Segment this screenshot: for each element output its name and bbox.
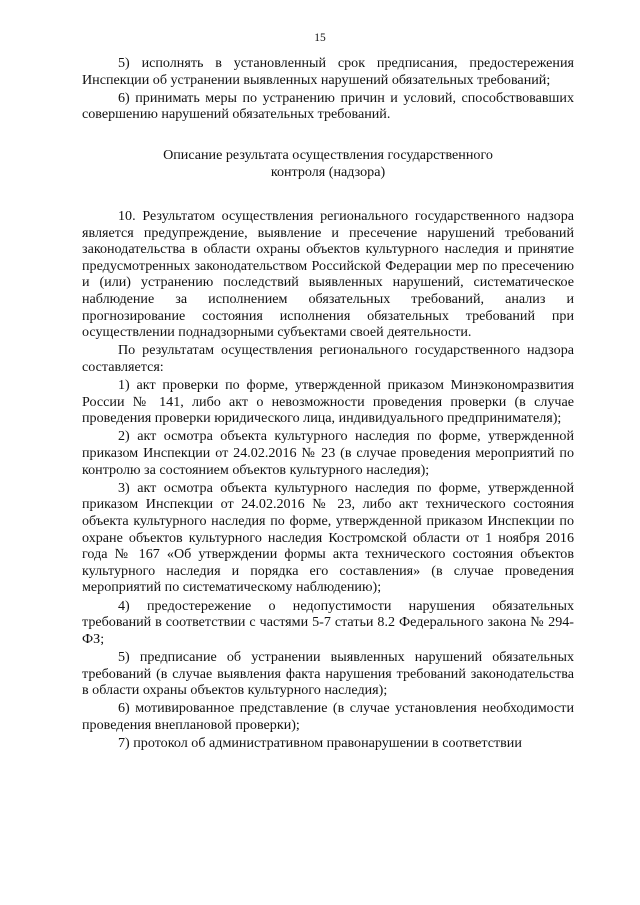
section-heading-line-1: Описание результата осуществления государственного [163, 146, 493, 163]
section-heading-line-2: контроля (надзора) [270, 163, 386, 180]
list-item-obligation-6: 6) принимать меры по устранению причин и условий, способствовавших совершению нарушений обязательных требований. [82, 89, 574, 123]
paragraph-10: 10. Результатом осуществления регионального государственного надзора является предупреждение, выявление и пресечение нарушений требований законодательства в области охраны объектов культурного наследия и принятие предусмотренных законодательством Российской Федерации мер по пресечению и (или) устранению последствий выявленных нарушений, систематическое наблюдение за исполнением обязательных требований, анализ и прогнозирование состояния исполнения обязательных требований при осуществлении поднадзорными субъектами своей деятельности. [82, 207, 574, 341]
document-body [82, 55, 574, 753]
list-item-document-5: 5) предписание об устранении выявленных нарушений обязательных требований (в случае выявления факта нарушения требований законодательства в области охраны объектов культурного наследия); [82, 648, 574, 699]
list-item-document-4: 4) предостережение о недопустимости нарушения обязательных требований в соответствии с частями 5-7 статьи 8.2 Федерального закона № 294-ФЗ; [82, 597, 574, 647]
section-heading [82, 147, 574, 181]
list-item-document-7: 7) протокол об административном правонарушении в соответствии [118, 735, 522, 752]
page-number: 15 [314, 32, 326, 44]
list-item-document-3: 3) акт осмотра объекта культурного наследия по форме, утвержденной приказом Инспекции от 24.02.2016 № 23, либо акт технического состояния объекта культурного наследия по форме, утвержденной приказом Инспекции по охране объектов культурного наследия Костромской области от 1 ноября 2016 года № 167 «Об утверждении формы акта технического состояния объектов культурного наследия и порядка его составления» (в случае проведения мероприятий по систематическому наблюдению); [82, 479, 574, 596]
list-item-document-2: 2) акт осмотра объекта культурного наследия по форме, утвержденной приказом Инспекции от 24.02.2016 № 23 (в случае проведения мероприятий по контролю за состоянием объектов культурного наследия); [82, 428, 574, 478]
paragraph-documents-intro: По результатам осуществления регионального государственного надзора составляется: [82, 342, 574, 375]
list-item-document-6: 6) мотивированное представление (в случае установления необходимости проведения внеплановой проверки); [82, 700, 574, 733]
list-item-document-1: 1) акт проверки по форме, утвержденной приказом Минэкономразвития России № 141, либо акт о невозможности проведения проверки (в случае проведения проверки юридического лица, индивидуального предпринимателя); [82, 377, 574, 427]
list-item-obligation-5: 5) исполнять в установленный срок предписания, предостережения Инспекции об устранении выявленных нарушений обязательных требований; [82, 55, 574, 88]
